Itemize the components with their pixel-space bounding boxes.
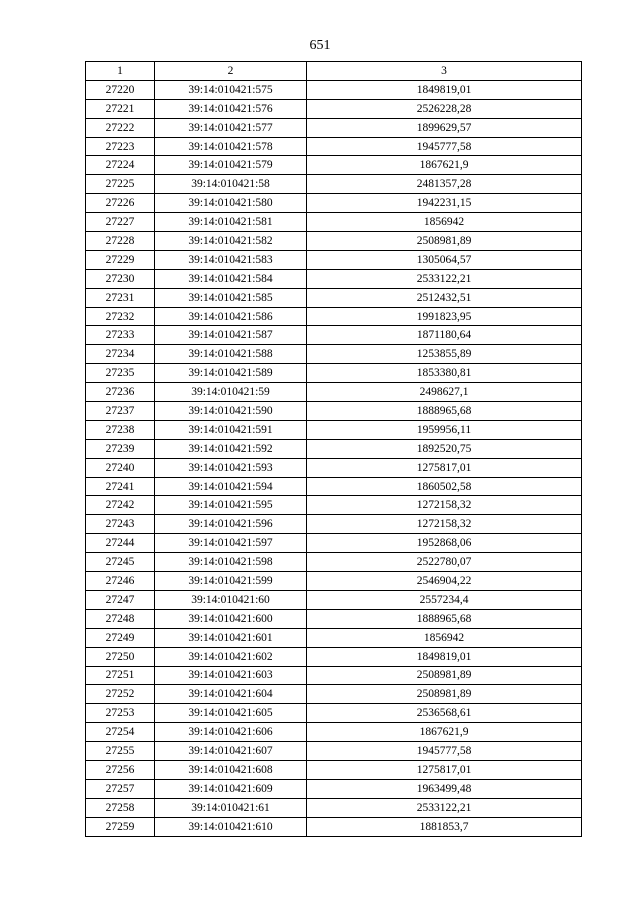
- value-cell: 2508981,89: [307, 666, 582, 685]
- table-body: [86, 80, 582, 836]
- row-number-cell: 27256: [86, 760, 155, 779]
- table-row: [86, 439, 582, 458]
- value-cell: 2508981,89: [307, 232, 582, 251]
- value-cell: 1867621,9: [307, 156, 582, 175]
- value-cell: 1272158,32: [307, 496, 582, 515]
- row-number-cell: 27243: [86, 515, 155, 534]
- data-table: [85, 61, 582, 837]
- table-row: [86, 742, 582, 761]
- column-header-2: 2: [155, 62, 307, 81]
- cadastral-number-cell: 39:14:010421:59: [155, 383, 307, 402]
- value-cell: 1253855,89: [307, 345, 582, 364]
- value-cell: 1272158,32: [307, 515, 582, 534]
- cadastral-number-cell: 39:14:010421:607: [155, 742, 307, 761]
- value-cell: 1275817,01: [307, 458, 582, 477]
- table-row: [86, 779, 582, 798]
- cadastral-number-cell: 39:14:010421:589: [155, 364, 307, 383]
- table-row: [86, 553, 582, 572]
- value-cell: 1881853,7: [307, 817, 582, 836]
- cadastral-number-cell: 39:14:010421:590: [155, 402, 307, 421]
- cadastral-number-cell: 39:14:010421:60: [155, 590, 307, 609]
- table-row: [86, 80, 582, 99]
- row-number-cell: 27248: [86, 609, 155, 628]
- value-cell: 1871180,64: [307, 326, 582, 345]
- cadastral-number-cell: 39:14:010421:581: [155, 213, 307, 232]
- value-cell: 2533122,21: [307, 269, 582, 288]
- page-number: 651: [309, 38, 331, 53]
- row-number-cell: 27253: [86, 704, 155, 723]
- cadastral-number-cell: 39:14:010421:588: [155, 345, 307, 364]
- row-number-cell: 27228: [86, 232, 155, 251]
- value-cell: 1963499,48: [307, 779, 582, 798]
- row-number-cell: 27238: [86, 420, 155, 439]
- cadastral-number-cell: 39:14:010421:603: [155, 666, 307, 685]
- row-number-cell: 27235: [86, 364, 155, 383]
- table-row: [86, 326, 582, 345]
- value-cell: 2526228,28: [307, 99, 582, 118]
- row-number-cell: 27245: [86, 553, 155, 572]
- value-cell: 2481357,28: [307, 175, 582, 194]
- value-cell: 1849819,01: [307, 80, 582, 99]
- table-row: [86, 307, 582, 326]
- value-cell: 1991823,95: [307, 307, 582, 326]
- row-number-cell: 27255: [86, 742, 155, 761]
- table-row: [86, 723, 582, 742]
- row-number-cell: 27226: [86, 194, 155, 213]
- cadastral-number-cell: 39:14:010421:600: [155, 609, 307, 628]
- row-number-cell: 27224: [86, 156, 155, 175]
- row-number-cell: 27247: [86, 590, 155, 609]
- row-number-cell: 27222: [86, 118, 155, 137]
- value-cell: 1899629,57: [307, 118, 582, 137]
- value-cell: 2522780,07: [307, 553, 582, 572]
- cadastral-number-cell: 39:14:010421:583: [155, 250, 307, 269]
- table-row: [86, 345, 582, 364]
- row-number-cell: 27249: [86, 628, 155, 647]
- table-row: [86, 534, 582, 553]
- row-number-cell: 27242: [86, 496, 155, 515]
- table-row: [86, 572, 582, 591]
- table-row: [86, 118, 582, 137]
- cadastral-number-cell: 39:14:010421:602: [155, 647, 307, 666]
- table-row: [86, 420, 582, 439]
- table-row: [86, 817, 582, 836]
- cadastral-number-cell: 39:14:010421:601: [155, 628, 307, 647]
- column-header-1: 1: [86, 62, 155, 81]
- value-cell: 1275817,01: [307, 760, 582, 779]
- value-cell: 1959956,11: [307, 420, 582, 439]
- table-row: [86, 685, 582, 704]
- table-row: [86, 628, 582, 647]
- row-number-cell: 27241: [86, 477, 155, 496]
- cadastral-number-cell: 39:14:010421:579: [155, 156, 307, 175]
- table-row: [86, 590, 582, 609]
- table-row: [86, 477, 582, 496]
- table-row: [86, 458, 582, 477]
- table-row: [86, 798, 582, 817]
- table-row: [86, 515, 582, 534]
- table-row: [86, 647, 582, 666]
- table-row: [86, 194, 582, 213]
- row-number-cell: 27230: [86, 269, 155, 288]
- table-row: [86, 232, 582, 251]
- value-cell: 1942231,15: [307, 194, 582, 213]
- cadastral-number-cell: 39:14:010421:580: [155, 194, 307, 213]
- table-header-row: [86, 62, 582, 81]
- cadastral-number-cell: 39:14:010421:592: [155, 439, 307, 458]
- cadastral-number-cell: 39:14:010421:594: [155, 477, 307, 496]
- value-cell: 1856942: [307, 628, 582, 647]
- cadastral-number-cell: 39:14:010421:593: [155, 458, 307, 477]
- row-number-cell: 27246: [86, 572, 155, 591]
- value-cell: 1952868,06: [307, 534, 582, 553]
- cadastral-number-cell: 39:14:010421:578: [155, 137, 307, 156]
- row-number-cell: 27244: [86, 534, 155, 553]
- row-number-cell: 27237: [86, 402, 155, 421]
- cadastral-number-cell: 39:14:010421:591: [155, 420, 307, 439]
- value-cell: 2557234,4: [307, 590, 582, 609]
- cadastral-number-cell: 39:14:010421:608: [155, 760, 307, 779]
- cadastral-number-cell: 39:14:010421:584: [155, 269, 307, 288]
- cadastral-number-cell: 39:14:010421:596: [155, 515, 307, 534]
- value-cell: 2512432,51: [307, 288, 582, 307]
- row-number-cell: 27254: [86, 723, 155, 742]
- table-row: [86, 704, 582, 723]
- cadastral-number-cell: 39:14:010421:58: [155, 175, 307, 194]
- cadastral-number-cell: 39:14:010421:610: [155, 817, 307, 836]
- cadastral-number-cell: 39:14:010421:575: [155, 80, 307, 99]
- row-number-cell: 27233: [86, 326, 155, 345]
- row-number-cell: 27240: [86, 458, 155, 477]
- value-cell: 2498627,1: [307, 383, 582, 402]
- table-row: [86, 213, 582, 232]
- cadastral-number-cell: 39:14:010421:605: [155, 704, 307, 723]
- table-row: [86, 175, 582, 194]
- table-row: [86, 760, 582, 779]
- row-number-cell: 27234: [86, 345, 155, 364]
- cadastral-number-cell: 39:14:010421:576: [155, 99, 307, 118]
- table-row: [86, 383, 582, 402]
- value-cell: 1888965,68: [307, 609, 582, 628]
- table-row: [86, 99, 582, 118]
- table-row: [86, 156, 582, 175]
- row-number-cell: 27251: [86, 666, 155, 685]
- value-cell: 2546904,22: [307, 572, 582, 591]
- cadastral-number-cell: 39:14:010421:599: [155, 572, 307, 591]
- value-cell: 1945777,58: [307, 137, 582, 156]
- cadastral-number-cell: 39:14:010421:586: [155, 307, 307, 326]
- cadastral-number-cell: 39:14:010421:609: [155, 779, 307, 798]
- row-number-cell: 27223: [86, 137, 155, 156]
- cadastral-number-cell: 39:14:010421:61: [155, 798, 307, 817]
- row-number-cell: 27239: [86, 439, 155, 458]
- value-cell: 2536568,61: [307, 704, 582, 723]
- value-cell: 1888965,68: [307, 402, 582, 421]
- row-number-cell: 27258: [86, 798, 155, 817]
- value-cell: 1849819,01: [307, 647, 582, 666]
- value-cell: 1867621,9: [307, 723, 582, 742]
- value-cell: 1856942: [307, 213, 582, 232]
- value-cell: 2508981,89: [307, 685, 582, 704]
- row-number-cell: 27252: [86, 685, 155, 704]
- table-row: [86, 137, 582, 156]
- table-row: [86, 609, 582, 628]
- cadastral-number-cell: 39:14:010421:604: [155, 685, 307, 704]
- cadastral-number-cell: 39:14:010421:595: [155, 496, 307, 515]
- table-row: [86, 364, 582, 383]
- row-number-cell: 27257: [86, 779, 155, 798]
- row-number-cell: 27220: [86, 80, 155, 99]
- table-row: [86, 250, 582, 269]
- row-number-cell: 27229: [86, 250, 155, 269]
- table-row: [86, 288, 582, 307]
- value-cell: 1305064,57: [307, 250, 582, 269]
- value-cell: 1860502,58: [307, 477, 582, 496]
- table-row: [86, 666, 582, 685]
- row-number-cell: 27250: [86, 647, 155, 666]
- cadastral-number-cell: 39:14:010421:587: [155, 326, 307, 345]
- row-number-cell: 27225: [86, 175, 155, 194]
- row-number-cell: 27227: [86, 213, 155, 232]
- row-number-cell: 27259: [86, 817, 155, 836]
- value-cell: 1853380,81: [307, 364, 582, 383]
- cadastral-number-cell: 39:14:010421:577: [155, 118, 307, 137]
- row-number-cell: 27221: [86, 99, 155, 118]
- row-number-cell: 27232: [86, 307, 155, 326]
- table-row: [86, 402, 582, 421]
- row-number-cell: 27231: [86, 288, 155, 307]
- cadastral-number-cell: 39:14:010421:598: [155, 553, 307, 572]
- row-number-cell: 27236: [86, 383, 155, 402]
- table-row: [86, 496, 582, 515]
- column-header-3: 3: [307, 62, 582, 81]
- value-cell: 2533122,21: [307, 798, 582, 817]
- cadastral-number-cell: 39:14:010421:606: [155, 723, 307, 742]
- cadastral-number-cell: 39:14:010421:582: [155, 232, 307, 251]
- table-row: [86, 269, 582, 288]
- cadastral-number-cell: 39:14:010421:597: [155, 534, 307, 553]
- cadastral-number-cell: 39:14:010421:585: [155, 288, 307, 307]
- value-cell: 1945777,58: [307, 742, 582, 761]
- value-cell: 1892520,75: [307, 439, 582, 458]
